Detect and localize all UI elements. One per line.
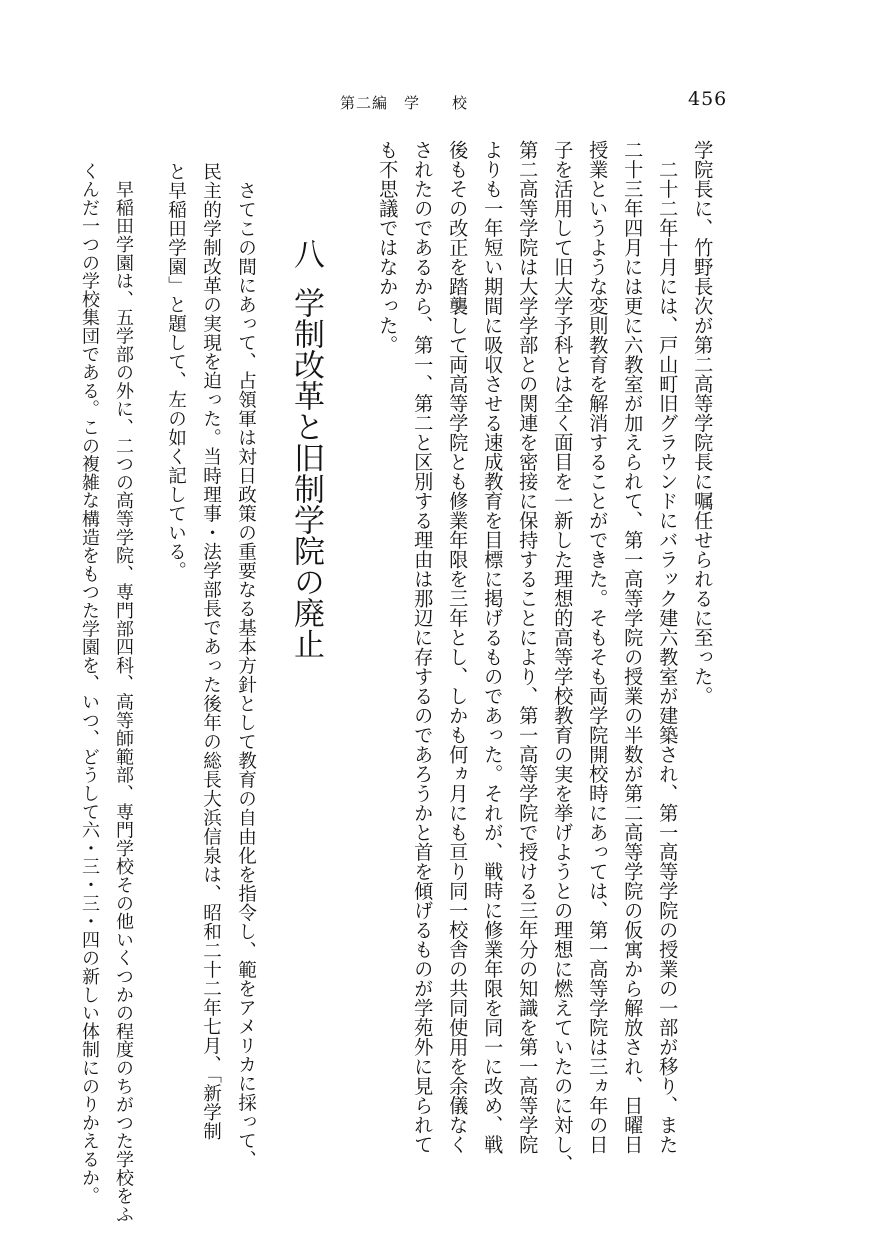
quote-line: くんだ一つの学校集団である。この複雑な構造をもつた学園を、いつ、どうして六・三・三・四の新しい体制にのりかえるか。	[79, 162, 100, 1206]
body-line: 授業というような変則教育を解消することができた。そもそも両学院開校時にあっては、第一高等学院は三ヵ年の日	[586, 140, 610, 1154]
section-line: さてこの間にあって、占領軍は対日政策の重要なる基本方針として教育の自由化を指令し、範をアメリカに採って、	[235, 162, 257, 1169]
body-line: も不思議ではなかった。	[376, 140, 400, 355]
body-line: 二十二年十月には、戸山町旧グラウンドにバラック建六教室が建築され、第一高等学院の授業の一部が移り、また	[656, 140, 680, 1154]
quote-line: 早稲田学園は、五学部の外に、二つの高等学院、専門部四科、高等師範部、専門学校その他いくつかの程度のちがつた学校をふ	[113, 162, 134, 1224]
body-line: 第二高等学院は大学学部との関連を密接に保持することにより、第一高等学院で授ける三年分の知識を第一高等学院	[516, 140, 540, 1154]
page-number: 456	[688, 88, 728, 110]
body-line: されたのであるから、第一、第二と区別する理由は那辺に存するのであろうかと首を傾げるものが学苑外に見られて	[411, 140, 435, 1154]
section-title: 学制改革と旧制学院の廃止	[288, 287, 324, 659]
body-line: 後もその改正を踏襲して両高等学院とも修業年限を三年とし、しかも何ヵ月にも亘り同一校舎の共同使用を余儀なく	[446, 140, 470, 1154]
section-heading	[288, 238, 324, 659]
running-head: 第二編 学 校	[340, 94, 469, 112]
body-line: 子を活用して旧大学予科とは全く面目を一新した理想的高等学校教育の実を挙げようとの理想に燃えていたのに対し、	[551, 140, 575, 1174]
section-number: 八	[288, 238, 324, 269]
body-line: よりも一年短い期間に吸収させる速成教育を目標に掲げるものであった。それが、戦時に修業年限を同一に改め、戦	[481, 140, 505, 1154]
body-line: 二十三年四月には更に六教室が加えられて、第一高等学院の授業の半数が第二高等学院の仮寓から解放され、日曜日	[621, 140, 645, 1154]
section-line: と早稲田学園」と題して、左の如く記している。	[165, 162, 187, 580]
section-line: 民主的学制改革の実現を迫った。当時理事・法学部長であった後年の総長大浜信泉は、昭和二十二年七月、「新学制	[200, 162, 222, 1141]
body-line: 学院長に、竹野長次が第二高等学院長に嘱任せられるに至った。	[691, 140, 715, 706]
